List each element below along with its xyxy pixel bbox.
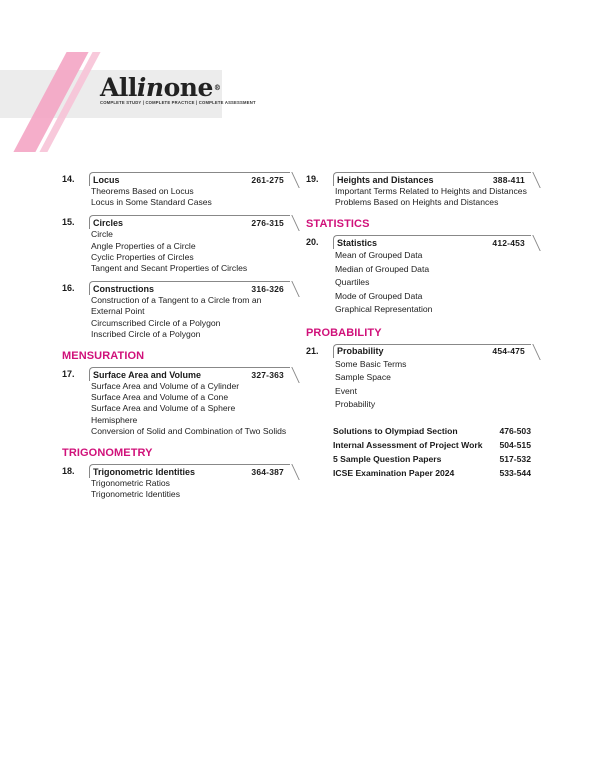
chapter-20 <box>306 235 536 317</box>
topic-item: Hemisphere <box>91 414 138 425</box>
logo-tagline: COMPLETE STUDY | COMPLETE PRACTICE | COMPLETE ASSESSMENT <box>100 100 256 105</box>
chapter-21 <box>306 344 536 412</box>
chapter-14 <box>62 172 295 208</box>
chapter-17 <box>62 367 295 437</box>
chapter-pages: 316-326 <box>251 283 284 294</box>
topic-item: Trigonometric Identities <box>91 489 180 500</box>
chapter-pages: 454-475 <box>492 346 525 357</box>
chapter-title: Surface Area and Volume <box>93 369 202 380</box>
chapter-number: 18. <box>62 466 75 477</box>
chapter-pages: 261-275 <box>251 174 284 185</box>
topic-list <box>89 229 295 274</box>
chapter-bar <box>333 235 531 249</box>
topic-item: Quartiles <box>335 277 370 288</box>
topic-list <box>333 358 536 412</box>
section-heading-trigonometry: TRIGONOMETRY <box>62 447 153 460</box>
chapter-bar <box>89 281 290 295</box>
extra-entry[interactable] <box>333 438 536 452</box>
topic-item: Probability <box>335 399 376 410</box>
chapter-title: Trigonometric Identities <box>93 466 196 477</box>
topic-list <box>89 478 295 500</box>
topic-item: Tangent and Secant Properties of Circles <box>91 263 248 274</box>
topic-item: Event <box>335 385 357 396</box>
chapter-pages: 412-453 <box>492 237 525 248</box>
topic-item: Locus in Some Standard Cases <box>91 197 212 208</box>
chapter-18 <box>62 464 295 500</box>
topic-item: Some Basic Terms <box>335 358 407 369</box>
extra-entry[interactable] <box>333 466 536 480</box>
topic-list <box>89 295 295 340</box>
chapter-number: 15. <box>62 217 75 228</box>
topic-list <box>333 186 536 208</box>
chapter-bar <box>89 367 290 381</box>
toc-left-column <box>62 172 295 507</box>
chapter-title: Statistics <box>337 237 378 248</box>
topic-item: Circle <box>91 229 113 240</box>
extra-title: ICSE Examination Paper 2024 <box>333 467 455 478</box>
registered-mark: ® <box>213 83 221 92</box>
chapter-header[interactable] <box>62 215 295 229</box>
chapter-bar <box>89 215 290 229</box>
chapter-number: 19. <box>306 174 319 184</box>
chapter-number: 14. <box>62 174 75 184</box>
chapter-title: Probability <box>337 346 384 357</box>
topic-item: Median of Grouped Data <box>335 263 430 274</box>
logo-text-one: one <box>163 73 213 102</box>
chapter-header[interactable] <box>62 367 295 381</box>
topic-item: Surface Area and Volume of a Sphere <box>91 403 236 414</box>
chapter-bar <box>333 172 531 186</box>
chapter-16 <box>62 281 295 340</box>
chapter-title: Constructions <box>93 283 155 294</box>
extra-pages: 504-515 <box>499 439 531 450</box>
topic-item: Surface Area and Volume of a Cylinder <box>91 381 240 392</box>
chapter-header[interactable] <box>306 344 536 358</box>
section-heading-statistics: STATISTICS <box>306 218 370 231</box>
chapter-bar <box>333 344 531 358</box>
logo-text-in: in <box>136 73 164 102</box>
logo-text-all: All <box>100 73 137 102</box>
topic-item: Mode of Grouped Data <box>335 290 423 301</box>
topic-list <box>89 186 295 208</box>
extra-title: Internal Assessment of Project Work <box>333 439 483 450</box>
extra-pages: 517-532 <box>499 453 531 464</box>
chapter-header[interactable] <box>306 172 536 186</box>
extra-entry[interactable] <box>333 424 536 438</box>
topic-list <box>89 381 295 437</box>
topic-item: Cyclic Properties of Circles <box>91 251 194 262</box>
chapter-header[interactable] <box>62 464 295 478</box>
brand-logo <box>100 74 256 114</box>
topic-item: External Point <box>91 306 145 317</box>
topic-item: Conversion of Solid and Combination of Two Solids <box>91 425 287 436</box>
extra-pages: 476-503 <box>499 425 531 436</box>
chapter-15 <box>62 215 295 274</box>
extra-sections <box>333 424 536 480</box>
chapter-pages: 388-411 <box>492 174 525 185</box>
chapter-number: 21. <box>306 345 319 356</box>
topic-item: Problems Based on Heights and Distances <box>335 197 499 208</box>
chapter-header[interactable] <box>306 235 536 249</box>
topic-item: Inscribed Circle of a Polygon <box>91 328 201 339</box>
chapter-bar <box>89 172 290 186</box>
chapter-title: Heights and Distances <box>337 174 434 185</box>
topic-item: Construction of a Tangent to a Circle from an <box>91 295 262 306</box>
topic-list <box>333 249 536 317</box>
section-heading-probability: PROBABILITY <box>306 326 382 339</box>
topic-item: Theorems Based on Locus <box>91 186 194 196</box>
section-heading-mensuration: MENSURATION <box>62 350 145 363</box>
chapter-bar <box>89 464 290 478</box>
chapter-header[interactable] <box>62 281 295 295</box>
chapter-number: 20. <box>306 237 319 248</box>
extra-title: 5 Sample Question Papers <box>333 453 442 464</box>
topic-item: Circumscribed Circle of a Polygon <box>91 317 221 328</box>
chapter-19 <box>306 172 536 208</box>
chapter-title: Circles <box>93 217 124 228</box>
topic-item: Trigonometric Ratios <box>91 478 170 489</box>
toc-right-column <box>306 172 536 480</box>
topic-item: Surface Area and Volume of a Cone <box>91 392 229 403</box>
chapter-pages: 327-363 <box>251 369 284 380</box>
topic-item: Mean of Grouped Data <box>335 250 423 261</box>
topic-item: Angle Properties of a Circle <box>91 240 196 251</box>
extra-pages: 533-544 <box>499 467 531 478</box>
extra-title: Solutions to Olympiad Section <box>333 425 458 436</box>
topic-item: Important Terms Related to Heights and Distances <box>335 186 527 196</box>
chapter-header[interactable] <box>62 172 295 186</box>
extra-entry[interactable] <box>333 452 536 466</box>
topic-item: Graphical Representation <box>335 304 433 315</box>
chapter-title: Locus <box>93 174 120 185</box>
topic-item: Sample Space <box>335 372 391 383</box>
chapter-pages: 276-315 <box>251 217 284 228</box>
chapter-pages: 364-387 <box>251 466 284 477</box>
chapter-number: 16. <box>62 283 75 294</box>
chapter-number: 17. <box>62 369 75 380</box>
